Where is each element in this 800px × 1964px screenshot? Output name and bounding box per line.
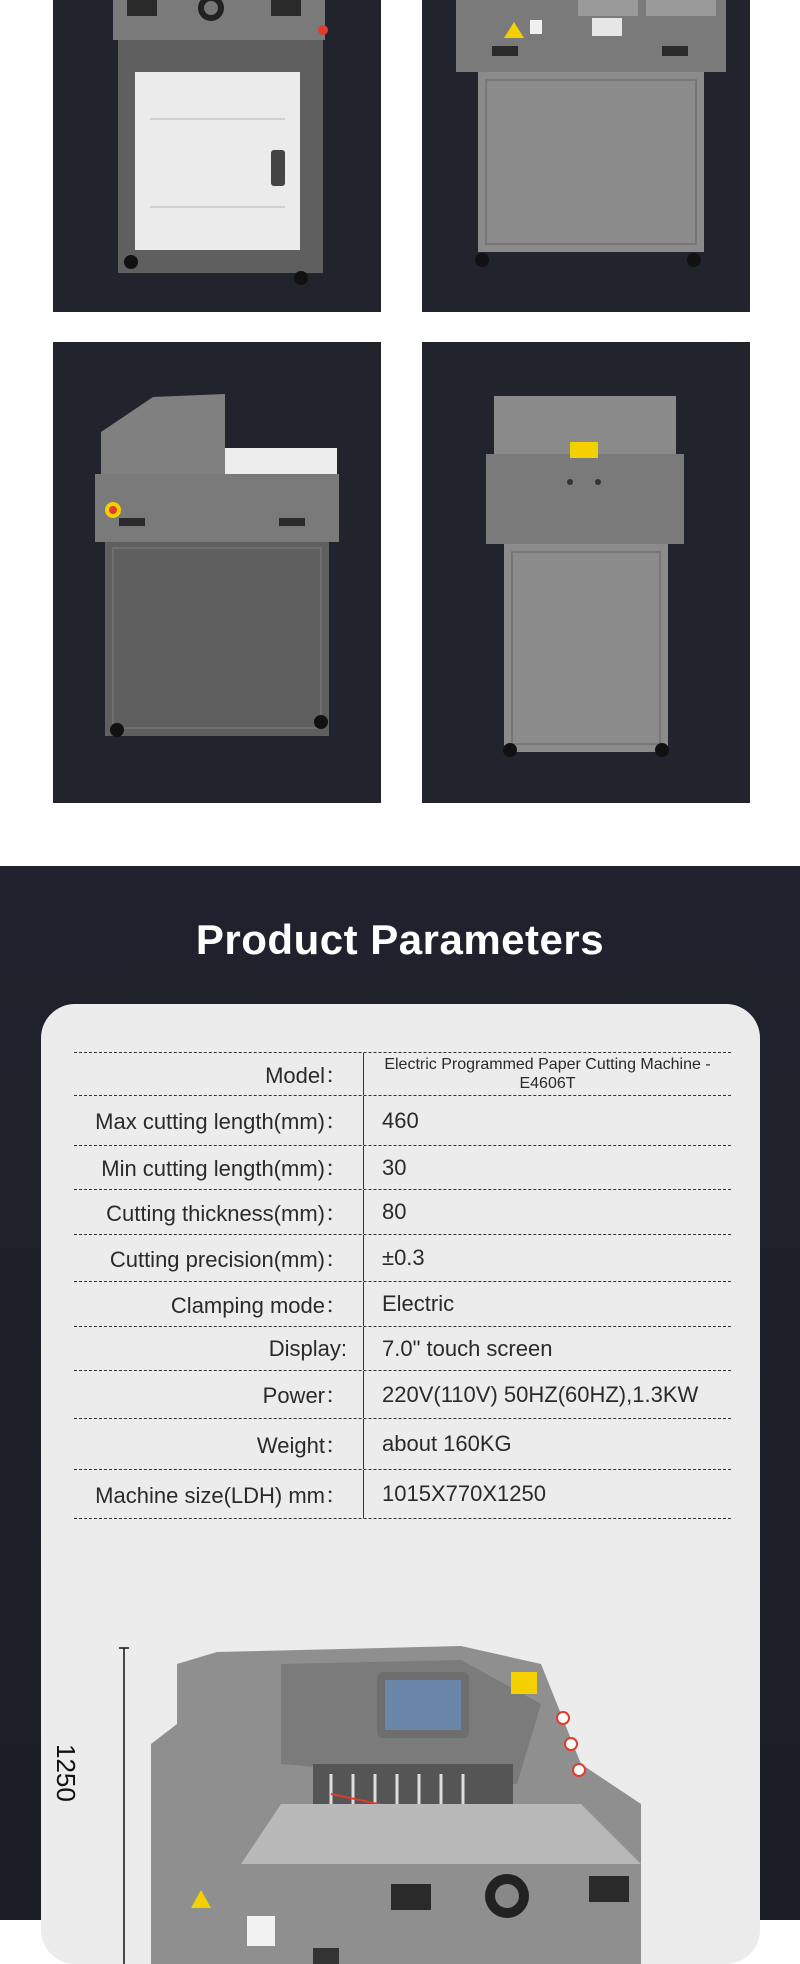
photo-rear-view xyxy=(422,342,750,803)
spec-key: Model： xyxy=(74,1053,364,1095)
spec-value: 30 xyxy=(382,1154,407,1180)
spec-key: Display: xyxy=(74,1327,364,1370)
spec-value: 220V(110V) 50HZ(60HZ),1.3KW xyxy=(382,1381,699,1407)
parameters-card xyxy=(41,1004,760,1964)
height-dimension-label: 1250 xyxy=(51,1744,81,1802)
product-parameters-section xyxy=(0,866,800,1920)
machine-rear-illustration xyxy=(422,342,750,803)
spec-value: Electric xyxy=(382,1291,455,1316)
machine-dimension-drawing xyxy=(41,1004,760,1964)
spec-value: about 160KG xyxy=(382,1431,512,1456)
spec-key: Min cutting length(mm)： xyxy=(74,1146,364,1189)
spec-key: Weight： xyxy=(74,1419,364,1469)
machine-front-illustration xyxy=(53,0,381,312)
spec-value: 460 xyxy=(382,1107,419,1133)
spec-value: Electric Programmed Paper Cutting Machine -E4606T xyxy=(384,1056,711,1092)
photo-front-view xyxy=(53,0,381,312)
section-title: Product Parameters xyxy=(195,916,605,963)
spec-value: 80 xyxy=(382,1199,407,1224)
spec-key: Max cutting length(mm)： xyxy=(74,1096,364,1145)
machine-side-illustration xyxy=(53,342,381,803)
spec-key: Cutting thickness(mm)： xyxy=(74,1190,364,1234)
spec-value: 7.0" touch screen xyxy=(382,1335,553,1361)
machine-back-illustration xyxy=(422,0,750,312)
spec-key: Cutting precision(mm)： xyxy=(74,1235,364,1281)
spec-key: Machine size(LDH) mm： xyxy=(74,1470,364,1518)
touch-screen xyxy=(385,1680,461,1730)
photo-side-view xyxy=(53,342,381,803)
spec-key: Power： xyxy=(74,1371,364,1418)
spec-value: 1015X770X1250 xyxy=(382,1481,546,1506)
spec-value: ±0.3 xyxy=(382,1245,425,1270)
photo-back-view xyxy=(422,0,750,312)
spec-key: Clamping mode： xyxy=(74,1282,364,1326)
